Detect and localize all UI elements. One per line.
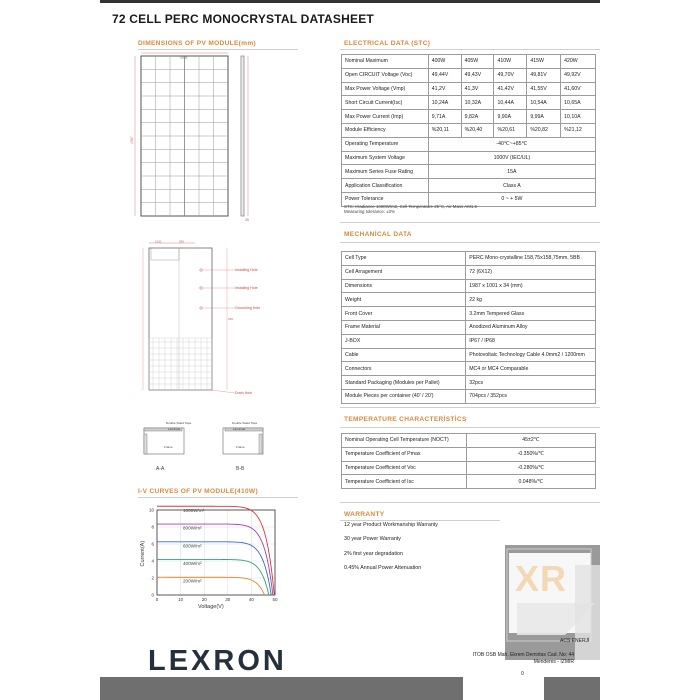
mechanical-label: J-BOX [342,334,466,348]
iv-series-label: 800W/m² [182,525,202,531]
electrical-value: 49,70V [494,68,527,82]
y-tick-label: 6 [151,541,154,547]
electrical-value: 41,55V [527,82,561,96]
electrical-value: %21,12 [561,123,596,137]
electrical-value: 9,90A [494,110,527,124]
electrical-value: 15A [428,165,595,179]
electrical-value: 9,82A [461,110,494,124]
warranty-item: 30 year Power Warranty [344,536,401,543]
temperature-row [342,434,596,448]
electrical-value: 0 ~ + 5W [428,192,595,206]
electrical-label: Max Power Voltage (Vmp) [342,82,429,96]
electrical-value: 41,3V [461,82,494,96]
electrical-label: Open CIRCUIT Voltage (Voc) [342,68,429,82]
electrical-value: 415W [527,55,561,69]
electrical-value: 49,92V [561,68,596,82]
y-tick-label: 8 [151,524,154,530]
electrical-label: Operating Temperature [342,137,429,151]
electrical-value: 9,99A [527,110,561,124]
warranty-item: 0.45% Annual Power Attenuation [344,564,422,571]
electrical-value: 1000V (IEC/UL) [428,151,595,165]
temperature-label: Temperature Coefficient of Isc [342,475,467,489]
electrical-value: 10,54A [527,96,561,110]
dim-width-label: 1001 [180,56,188,60]
module-back-drawing [135,240,285,402]
tape-label-a: Double Sided Tape [166,421,192,425]
electrical-row [342,151,596,165]
company-name: ACS ENERJİ [560,638,590,644]
mechanical-value: 704pcs / 352pcs [466,389,596,403]
electrical-value: 41,42V [494,82,527,96]
electrical-value: 420W [561,55,596,69]
mechanical-row [342,279,596,293]
xr-mark: XR [515,558,568,599]
y-tick-label: 10 [148,507,154,513]
electrical-row [342,82,596,96]
y-tick-label: 0 [151,592,154,598]
iv-series-line [157,542,271,595]
dimensions-rule [138,49,298,50]
mechanical-value: 1987 x 1001 x 34 (mm) [466,279,596,293]
dim-height-label: 1987 [130,136,134,144]
top-bar [100,0,600,3]
electrical-value: 49,44V [428,68,461,82]
section-a [144,421,192,472]
mechanical-row [342,362,596,376]
back-frame [149,248,212,390]
mechanical-label: Front Cover [342,307,466,321]
iv-chart-axes [140,508,278,611]
section-bb-label: B-B [236,466,245,472]
electrical-value: %20,61 [494,123,527,137]
mechanical-value: Anodized Aluminum Alloy [466,320,596,334]
mechanical-label: Connectors [342,362,466,376]
dim-top1-label: 1001 [155,240,162,244]
footer-bar-inset [463,677,544,700]
mechanical-label: Standard Packaging (Modules per Pallet) [342,376,466,390]
mechanical-value: PERC Mono-crystalline 158,75x158,75mm, 5BB [466,252,596,266]
temperature-row [342,447,596,461]
electrical-label: Nominal Maximum [342,55,429,69]
stc-note-line-1: STC: Irradiance 1000W/m2, Cell Temperature 25°C, Air Mass AM1.5 [344,204,477,209]
iv-series-line [157,506,274,595]
mechanical-rule [340,242,600,243]
x-tick-label: 50 [272,597,278,602]
electrical-value: 49,81V [527,68,561,82]
electrical-label: Maximum System Voltage [342,151,429,165]
electrical-label: Application Classification [342,179,429,193]
plot-frame [157,507,275,595]
cross-sections-drawing [138,418,278,474]
electrical-value: 400W [428,55,461,69]
x-tick-label: 10 [178,597,184,602]
mechanical-row [342,389,596,403]
electrical-value: %20,82 [527,123,561,137]
mechanical-label: Weight [342,293,466,307]
temperature-value: 45±2℃ [466,434,595,448]
y-tick-label: 2 [151,575,154,581]
iv-chart-grid [157,507,275,595]
dim-top2-label: 990 [179,240,185,244]
mechanical-header: MECHANİCAL DATA [344,231,412,238]
laminate-label-b: Laminate [233,427,246,431]
address-line-2: Menderes - IZMIR [533,659,574,665]
mechanical-row [342,320,596,334]
temperature-value: 0.048%/℃ [466,475,595,489]
electrical-header: ELECTRICAL DATA (STC) [344,40,431,47]
electrical-label: Power Tolerance [342,192,429,206]
installing-hole-marker [200,269,202,271]
frame-label-a: Frame [164,445,173,449]
mechanical-row [342,348,596,362]
electrical-row [342,137,596,151]
electrical-value: Class A [428,179,595,193]
temperature-table [341,433,596,489]
x-tick-label: 30 [225,597,231,602]
mechanical-row [342,293,596,307]
temperature-value: -0.350%/℃ [466,447,595,461]
mechanical-value: IP67 / IP68 [466,334,596,348]
temperature-top-rule [340,407,600,408]
mechanical-table [341,251,596,404]
electrical-row [342,68,596,82]
installing-hole-label: Installing Hole [235,268,258,272]
stc-note-line-2: Measuring tolerance: ±3% [344,209,395,215]
temperature-row [342,461,596,475]
electrical-value: 10,10A [561,110,596,124]
electrical-row [342,179,596,193]
mechanical-value: Photovoltaic Technology Cable 4.0mm2 / 1200mm [466,348,596,362]
electrical-value: 49,43V [461,68,494,82]
mechanical-row [342,252,596,266]
section-aa-label: A-A [156,466,165,472]
iv-curves-header: I-V CURVES OF PV MODULE(410W) [138,488,258,495]
electrical-value: 41,60V [561,82,596,96]
temperature-label: Temperature Coefficient of Voc [342,461,467,475]
iv-series-label: 400W/m² [182,560,202,566]
electrical-value: -40℃~+85℃ [428,137,595,151]
electrical-value: 410W [494,55,527,69]
x-tick-label: 40 [248,597,254,602]
address-line-1: ITOB OSB Mah. Ekrem Demirtas Cad. No: 44 [472,652,574,658]
electrical-row [342,96,596,110]
mechanical-row [342,265,596,279]
iv-curve-chart [135,500,285,612]
electrical-table [341,54,596,207]
electrical-label: Module Efficiency [342,123,429,137]
dim-side-label: 35 [245,218,249,222]
iv-series-label: 200W/m² [182,578,202,584]
temperature-label: Nominal Operating Cell Temperature (NOCT) [342,434,467,448]
y-axis-label: Current(A) [140,540,146,567]
warranty-header: WARRANTY [344,511,385,518]
warranty-rule [340,520,500,521]
mechanical-label: Cell Type [342,252,466,266]
tape-label-b: Double Sided Tape [232,421,258,425]
laminate-label-a: Laminate [168,427,181,431]
iv-chart-series [157,506,274,595]
temperature-label: Temperature Coefficient of Pmax [342,447,467,461]
y-tick-label: 4 [151,558,154,564]
temperature-header: TEMPERATURE CHARACTERİSTİCS [344,416,467,423]
electrical-label: Max Power Current (Imp) [342,110,429,124]
mechanical-value: 32pcs [466,376,596,390]
mechanical-value: MC4 or MC4 Comparable [466,362,596,376]
electrical-value: 405W [461,55,494,69]
x-tick-label: 20 [201,597,207,602]
mechanical-row [342,334,596,348]
x-tick-label: 0 [155,597,159,602]
electrical-row [342,123,596,137]
electrical-value: %20,11 [428,123,461,137]
electrical-value: %20,40 [461,123,494,137]
electrical-value: 10,24A [428,96,461,110]
electrical-value: 9,71A [428,110,461,124]
warranty-item: 12 year Product Workmanship Warranty [344,522,438,528]
dim-mid-label: 990 [228,317,234,321]
electrical-label: Maximum Series Fuse Rating [342,165,429,179]
module-front-drawing [130,52,265,228]
warranty-top-rule [340,502,600,503]
mechanical-value: 72 (6X12) [466,265,596,279]
electrical-row [342,55,596,69]
mechanical-value: 3.2mm Tempered Glass [466,307,596,321]
warranty-list [344,522,438,579]
mechanical-label: Dimensions [342,279,466,293]
iv-series-label: 1000W/m² [182,507,205,513]
iv-series-line [157,577,265,595]
iv-curves-rule [138,497,298,498]
iv-series-label: 600W/m² [182,543,202,549]
junction-box [151,248,179,260]
installing-hole-label-2: Installing Hole [235,286,258,290]
electrical-value: 10,44A [494,96,527,110]
stc-note [344,204,477,215]
mechanical-label: Cell Arragement [342,265,466,279]
drain-hole-label: Drain Hole [235,391,252,395]
page-title: 72 CELL PERC MONOCRYSTAL DATASHEET [112,12,374,26]
footer-partial-text: 0 [521,671,524,677]
electrical-value: 10,32A [461,96,494,110]
temperature-row [342,475,596,489]
mechanical-label: Cable [342,348,466,362]
mechanical-row [342,307,596,321]
mechanical-label: Frame Material [342,320,466,334]
mechanical-value: 22 kg [466,293,596,307]
temperature-rule [340,427,600,428]
mechanical-label: Module Pieces per container (40' / 20') [342,389,466,403]
section-b [223,421,263,472]
mechanical-top-rule [340,222,600,223]
electrical-value: 10,65A [561,96,596,110]
lexron-logo: LEXRON [148,645,287,677]
electrical-row [342,165,596,179]
module-side-profile [241,56,244,216]
iv-chart-labels [183,508,205,584]
mechanical-row [342,376,596,390]
electrical-rule [340,49,600,50]
grounding-hole-label: Grounding Hole [235,306,261,310]
x-axis-label: Voltage(V) [198,604,224,610]
frame-label-b: Frame [236,445,245,449]
cell-grid [141,56,228,216]
electrical-row [342,110,596,124]
temperature-value: -0.280%/℃ [466,461,595,475]
electrical-label: Short Circuit Current(Isc) [342,96,429,110]
warranty-item: 2% first year degradation [344,550,403,557]
dimensions-header: DIMENSIONS OF PV MODULE(mm) [138,40,257,47]
electrical-value: 41,2V [428,82,461,96]
